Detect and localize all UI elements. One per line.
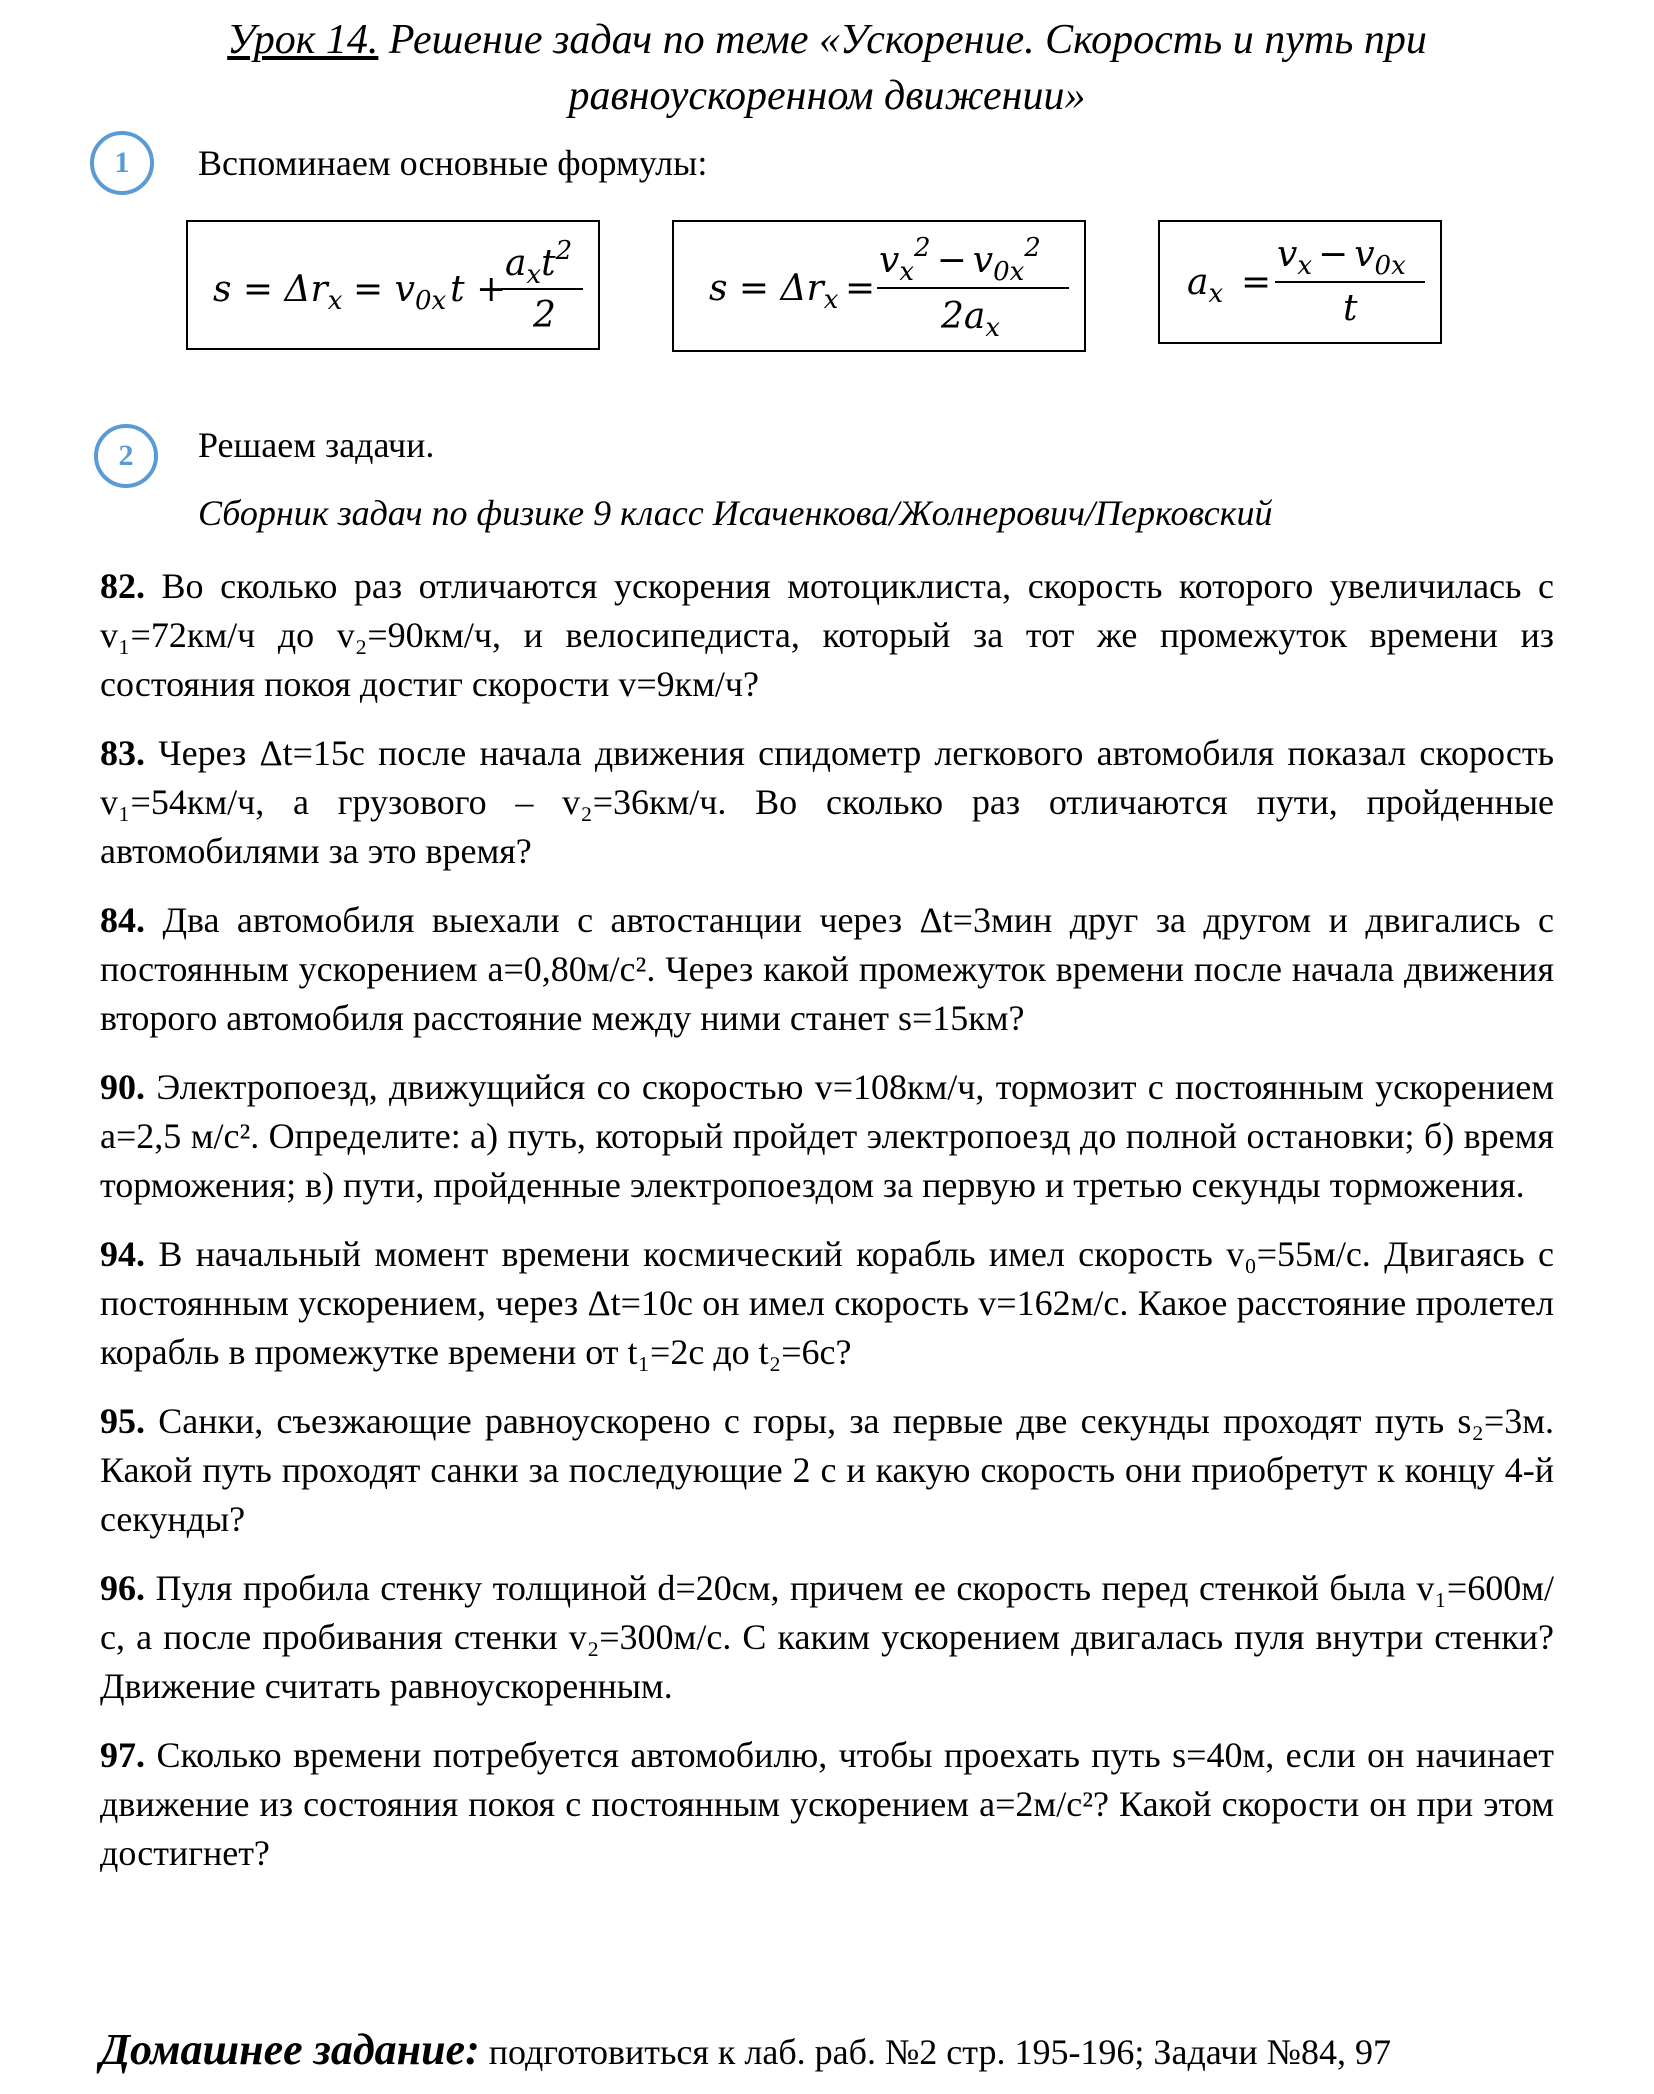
formula-box-distance-velocity	[672, 220, 1086, 352]
homework	[100, 2024, 1391, 2075]
problem-text: Через Δt=15с после начала движения спидометр легкового автомобиля показал скорость v₁=54км/ч, а грузового – v₂=36км/ч. Во сколько раз отличаются пути, пройденные автомобилями за это время?	[100, 733, 1554, 871]
problem-95	[100, 1397, 1554, 1544]
formula-distance-velocity	[679, 224, 1079, 348]
section-badge-1: 1	[90, 131, 154, 195]
formula-lhs: $s = \Delta r_x$	[213, 269, 343, 316]
problem-text: В начальный момент времени космический корабль имел скорость v₀=55м/с. Двигаясь с постоянным ускорением, через Δt=10с он имел скорость v=162м/с. Какое расстояние пролетел корабль в промежутке времени от t₁=2с до t₂=6с?	[100, 1234, 1554, 1372]
problem-number: 96.	[100, 1568, 145, 1608]
problem-97	[100, 1731, 1554, 1878]
formula-rhs: = $v_{0x}$ t +	[353, 269, 507, 316]
problem-number: 83.	[100, 733, 145, 773]
formula-denominator: t	[1343, 288, 1358, 329]
homework-text: подготовиться к лаб. раб. №2 стр. 195-196; Задачи №84, 97	[488, 2032, 1392, 2072]
homework-label: Домашнее задание:	[100, 2025, 480, 2074]
problem-number: 97.	[100, 1735, 145, 1775]
problem-number: 94.	[100, 1234, 145, 1274]
title-line-1: Решение задач по теме «Ускорение. Скорость и путь при	[388, 17, 1427, 63]
formula-numerator: $v_x^2 - v_{0x}^2$	[879, 233, 1041, 287]
problem-96	[100, 1564, 1554, 1711]
formula-distance-time	[193, 225, 593, 345]
section-badge-2: 2	[94, 424, 158, 488]
problem-list	[100, 562, 1554, 1898]
problem-83	[100, 729, 1554, 876]
formula-numerator: $a_xt^2$	[505, 236, 573, 290]
problem-text: Электропоезд, движущийся со скоростью v=108км/ч, тормозит с постоянным ускорением a=2,5 м/с². Определите: а) путь, который пройдет электропоезд до полной остановки; б) время торможения; в) пути, пройденные электропоездом за первую и третью секунды торможения.	[100, 1067, 1554, 1205]
problem-text: Два автомобиля выехали с автостанции через Δt=3мин друг за другом и двигались с постоянным ускорением a=0,80м/с². Через какой промежуток времени после начала движения второго автомобиля расстояние между ними станет s=15км?	[100, 900, 1555, 1038]
problem-90	[100, 1063, 1554, 1210]
source-reference: Сборник задач по физике 9 класс Исаченкова/Жолнерович/Перковский	[198, 493, 1273, 533]
formula-equals: =	[1241, 262, 1272, 303]
problem-94	[100, 1230, 1554, 1377]
formula-box-acceleration	[1158, 220, 1442, 344]
formula-lhs: $s = \Delta r_x$	[709, 268, 839, 315]
section-heading-problems: Решаем задачи.	[198, 425, 435, 465]
problem-82	[100, 562, 1554, 709]
formula-denominator: $2a_x$	[941, 296, 1001, 343]
problem-text: Пуля пробила стенку толщиной d=20см, причем ее скорость перед стенкой была v₁=600м/с, а после пробивания стенки v₂=300м/с. С каким ускорением двигалась пуля внутри стенки? Движение считать равноускоренным.	[100, 1568, 1555, 1706]
formula-acceleration	[1165, 224, 1435, 340]
section-heading-formulas: Вспоминаем основные формулы:	[198, 143, 708, 183]
lesson-label: Урок 14.	[227, 17, 379, 63]
problem-number: 84.	[100, 900, 145, 940]
problem-text: Сколько времени потребуется автомобилю, чтобы проехать путь s=40м, если он начинает движение из состояния покоя с постоянным ускорением a=2м/с²? Какой скорости он при этом достигнет?	[100, 1735, 1555, 1873]
formula-numerator: $v_x - v_{0x}$	[1277, 234, 1406, 281]
problem-number: 95.	[100, 1401, 145, 1441]
formula-denominator: 2	[533, 295, 556, 336]
problem-text: Санки, съезжающие равноускорено с горы, за первые две секунды проходят путь s₂=3м. Какой путь проходят санки за последующие 2 с и какую скорость они приобретут к концу 4-й секунды?	[100, 1401, 1554, 1539]
page-title	[0, 12, 1654, 124]
problem-84	[100, 896, 1554, 1043]
formula-box-distance-time	[186, 220, 600, 350]
problem-number: 90.	[100, 1067, 145, 1107]
problem-number: 82.	[100, 566, 145, 606]
title-line-2: равноускоренном движении»	[568, 73, 1086, 119]
formula-equals: =	[845, 268, 876, 309]
formula-lhs: $a_x$	[1187, 262, 1224, 309]
problem-text: Во сколько раз отличаются ускорения мотоциклиста, скорость которого увеличилась с v₁=72км/ч до v₂=90км/ч, и велосипедиста, который за тот же промежуток времени из состояния покоя достиг скорости v=9км/ч?	[100, 566, 1555, 704]
